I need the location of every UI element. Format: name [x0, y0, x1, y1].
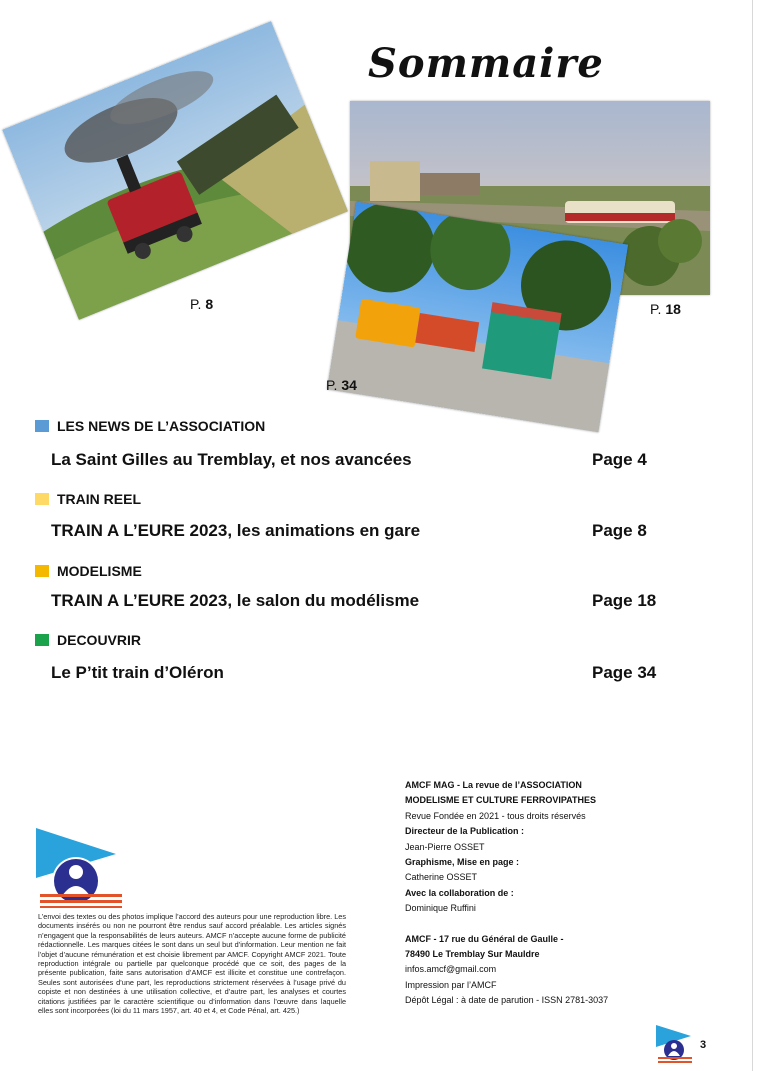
- print-line: Impression par l’AMCF: [405, 979, 497, 990]
- email-link[interactable]: infos.amcf@gmail.com: [405, 964, 497, 975]
- design-name: Catherine OSSET: [405, 872, 478, 883]
- category-label: LES NEWS DE L’ASSOCIATION: [57, 418, 266, 434]
- credits-block: [405, 778, 705, 1009]
- amcf-logo: [34, 826, 124, 912]
- category-color-marker: [35, 420, 49, 432]
- legal-deposit-line: Dépôt Légal : à date de parution - ISSN 2781-3037: [405, 995, 609, 1006]
- category-modelisme: [35, 563, 142, 579]
- page-edge: [752, 0, 753, 1071]
- photo-caption-oleron: P. 34: [326, 377, 357, 393]
- category-label: MODELISME: [57, 563, 142, 579]
- article-page: Page 18: [592, 591, 657, 610]
- credits-line: MODELISME ET CULTURE FERROVIPATHES: [405, 795, 597, 806]
- address-line: AMCF - 17 rue du Général de Gaulle -: [405, 933, 564, 944]
- category-decouvrir: [35, 632, 141, 648]
- article-page: Page 4: [592, 450, 647, 469]
- category-train-reel: [35, 491, 141, 507]
- director-label: Directeur de la Publication :: [405, 826, 525, 837]
- legal-notice: L’envoi des textes ou des photos implique l’accord des auteurs pour une reproduction libre. Les documents insérés ou non ne pourront être rendus sauf accord préalable. Les articles signés n’engagent que la responsabilités de leurs auteurs. AMCF n’accepte aucune forme de publicité rédactionnelle. Les marques citées le sont dans un seul but d’information. Leur mention ne fait l’objet d’aucune rémunération et est choisie librement par AMCF. Copyright AMCF 2021. Toute reproduction intégrale ou partielle par quelconque procédé que ce soit, des pages de la présente publication, faite sans autorisation d’AMCF est illicite et constitue une contrefaçon. Seules sont autorisées d’une part, les reproductions strictement réservées à l’usage privé du copiste et non destinées à une utilisation collective, et d’autre part, les analyses et courtes citations justifiées par le caractère scientifique ou d’information dans l’œuvre dans laquelle elles sont incorporées (loi du 11 mars 1957, art. 40 et 4, et Code Pénal, art. 425.): [38, 912, 346, 1016]
- category-color-marker: [35, 493, 49, 505]
- article-title[interactable]: TRAIN A L’EURE 2023, le salon du modélisme: [51, 591, 420, 610]
- design-label: Graphisme, Mise en page :: [405, 857, 520, 868]
- collab-name: Dominique Ruffini: [405, 903, 476, 914]
- director-name: Jean-Pierre OSSET: [405, 841, 485, 852]
- photo-caption-steam-train: P. 8: [190, 296, 214, 312]
- article-title[interactable]: La Saint Gilles au Tremblay, et nos avancées: [51, 450, 412, 469]
- credits-line: Revue Fondée en 2021 - tous droits réservés: [405, 810, 586, 821]
- category-color-marker: [35, 565, 49, 577]
- collab-label: Avec la collaboration de :: [405, 887, 514, 898]
- category-label: DECOUVRIR: [57, 632, 142, 648]
- category-news: [35, 418, 265, 434]
- photo-caption-model-railway: P. 18: [650, 301, 681, 317]
- credits-line: AMCF MAG - La revue de l’ASSOCIATION: [405, 780, 582, 790]
- amcf-mini-logo: [655, 1024, 695, 1064]
- steam-train-photo: [2, 21, 348, 320]
- page-title: Sommaire: [368, 40, 604, 87]
- article-page: Page 34: [592, 663, 657, 682]
- article-title[interactable]: Le P’tit train d’Oléron: [51, 663, 224, 682]
- category-label: TRAIN REEL: [57, 491, 141, 507]
- article-title[interactable]: TRAIN A L’EURE 2023, les animations en gare: [51, 521, 421, 540]
- article-page: Page 8: [592, 521, 647, 540]
- address-line: 78490 Le Tremblay Sur Mauldre: [405, 949, 540, 960]
- category-color-marker: [35, 634, 49, 646]
- page-number: 3: [700, 1039, 707, 1051]
